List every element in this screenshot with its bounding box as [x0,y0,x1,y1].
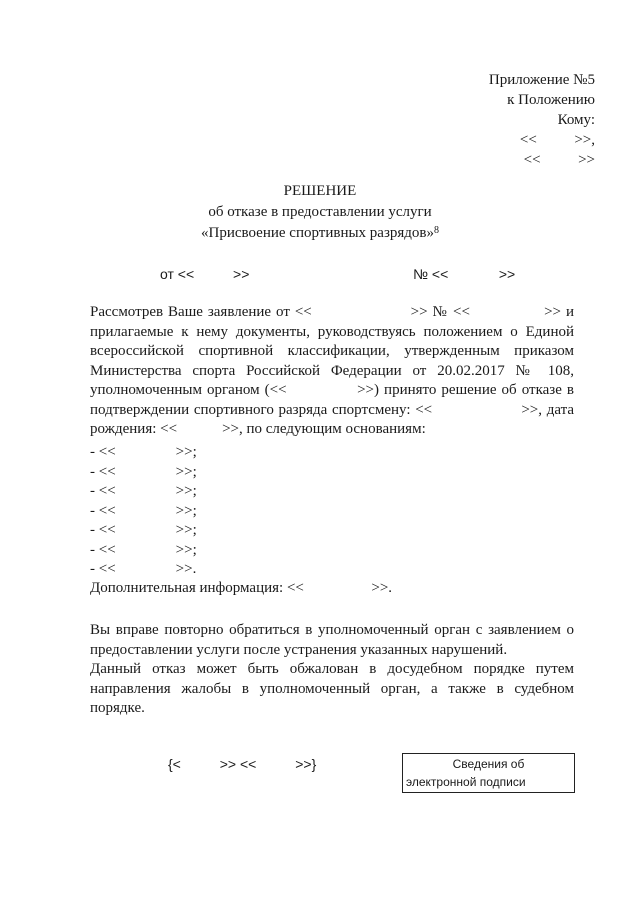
title-service [0,223,640,244]
recipient-field-1: << >>, [519,132,595,148]
main-paragraph [90,303,578,440]
reason-item: - << >>; [90,463,197,480]
reason-item: - << >>; [90,483,197,499]
signature-box-line1: Сведения об [452,757,525,771]
decision-date-field: от << >> [160,266,250,282]
recipient-field-2: << >> [523,152,595,168]
footnote-marker: 8 [434,225,439,236]
title-main: РЕШЕНИЕ [283,183,357,199]
reason-item: - << >>; [90,444,197,460]
title-service-name: «Присвоение спортивных разрядов» [200,225,434,241]
electronic-signature-box [402,753,575,793]
reason-item: - << >>; [90,522,197,538]
reapply-notice: Вы вправе повторно обратиться в уполномоченный орган с заявлением о предоставлении услуги после устранения указанных нарушений. [90,622,574,658]
additional-info: Дополнительная информация: << >>. [90,580,393,596]
appeal-section [90,621,574,719]
title-subtitle: об отказе в предоставлении услуги [208,204,432,220]
regulation-label: к Положению [507,92,595,108]
decision-text: Рассмотрев Ваше заявление от << >> № << >> и прилагаемые к нему документы, руководствуясь положением о Единой всероссийской спортивной классификации, утвержденным приказом Министерства спорта Российской Федерации от 20.02.2017 № 108, уполномоченным органом (<< >>) принято решение об отказе в подтверждении спортивного разряда спортсмену: << >>, дата рождения: << >>, по следующим основаниям: [90,304,578,437]
reason-item: - << >>. [90,561,197,577]
document-title [0,181,640,244]
decision-number-field: № << >> [413,266,516,282]
signatory-field: {< >> << >>} [168,756,317,772]
appendix-label: Приложение №5 [488,72,595,88]
reasons-list [90,443,197,580]
appeal-notice: Данный отказ может быть обжалован в досудебном порядке путем направления жалобы в уполномоченный орган, а также в судебном порядке. [90,661,574,716]
to-label: Кому: [557,112,595,128]
reason-item: - << >>; [90,502,197,519]
addressee-block [489,70,595,170]
reason-item: - << >>; [90,541,197,558]
signature-box-line2: электронной подписи [406,775,526,789]
